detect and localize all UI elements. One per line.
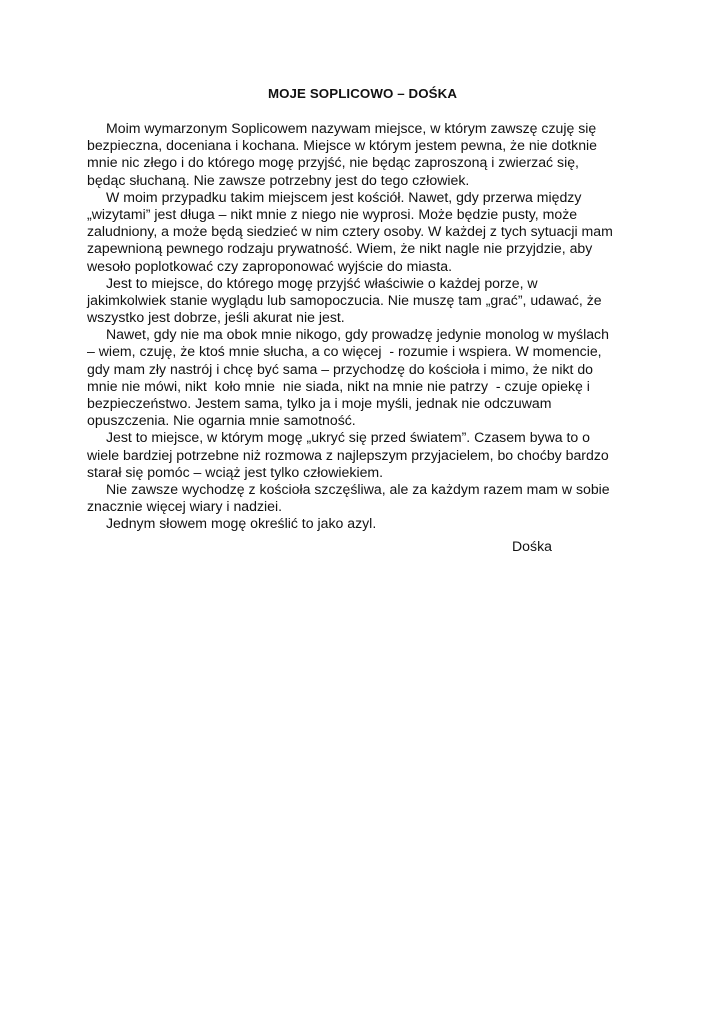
text-line: „wizytami” jest długa – nikt mnie z niego nie wyprosi. Może będzie pusty, może (87, 205, 578, 222)
text-line: wesoło poplotkować czy zaproponować wyjście do miasta. (87, 257, 453, 274)
text-line: mnie nic złego i do którego mogę przyjść, nie będąc zaproszoną i zwierzać się, (87, 154, 579, 171)
text-line: – wiem, czuję, że ktoś mnie słucha, a co więcej - rozumie i wspiera. W momencie, (87, 343, 602, 360)
text-line: Nawet, gdy nie ma obok mnie nikogo, gdy prowadzę jedynie monolog w myślach (106, 326, 609, 343)
text-line: mnie nie mówi, nikt koło mnie nie siada, nikt na mnie nie patrzy - czuje opiekę i (87, 377, 590, 394)
text-line: znacznie więcej wiary i nadziei. (87, 498, 283, 515)
text-line: opuszczenia. Nie ogarnia mnie samotność. (87, 412, 356, 429)
text-line: bezpieczna, doceniana i kochana. Miejsce w którym jestem pewna, że nie dotknie (87, 137, 597, 154)
text-line: Nie zawsze wychodzę z kościoła szczęśliwa, ale za każdym razem mam w sobie (106, 480, 610, 497)
text-line: będąc słuchaną. Nie zawsze potrzebny jest do tego człowiek. (87, 171, 470, 188)
text-line: jakimkolwiek stanie wyglądu lub samopoczucia. Nie muszę tam „grać”, udawać, że (87, 291, 602, 308)
text-line: wiele bardziej potrzebne niż rozmowa z najlepszym przyjacielem, bo choćby bardzo (87, 446, 609, 463)
document-title: MOJE SOPLICOWO – DOŚKA (267, 86, 458, 101)
text-line: zapewnioną pewnego rodzaju prywatność. Wiem, że nikt nagle nie przyjdzie, aby (87, 240, 593, 257)
text-line: wszystko jest dobrze, jeśli akurat nie jest. (87, 309, 345, 326)
text-line: W moim przypadku takim miejscem jest kościół. Nawet, gdy przerwa między (106, 188, 582, 205)
signature: Dośka (512, 538, 552, 554)
text-line: starał się pomóc – wciąż jest tylko człowiekiem. (87, 463, 384, 480)
text-line: gdy mam zły nastrój i chcę być sama – przychodzę do kościoła i mimo, że nikt do (87, 360, 594, 377)
text-line: bezpieczeństwo. Jestem sama, tylko ja i moje myśli, jednak nie odczuwam (87, 395, 552, 411)
text-line: zaludniony, a może będą siedzieć w nim cztery osoby. W każdej z tych sytuacji mam (87, 223, 613, 240)
text-line: Moim wymarzonym Soplicowem nazywam miejsce, w którym zawszę czuję się (106, 120, 597, 136)
text-line: Jest to miejsce, do którego mogę przyjść właściwie o każdej porze, w (106, 274, 538, 291)
text-line: Jednym słowem mogę określić to jako azyl. (106, 515, 377, 532)
text-line: Jest to miejsce, w którym mogę „ukryć się przed światem”. Czasem bywa to o (106, 429, 591, 446)
document-body (87, 120, 647, 533)
